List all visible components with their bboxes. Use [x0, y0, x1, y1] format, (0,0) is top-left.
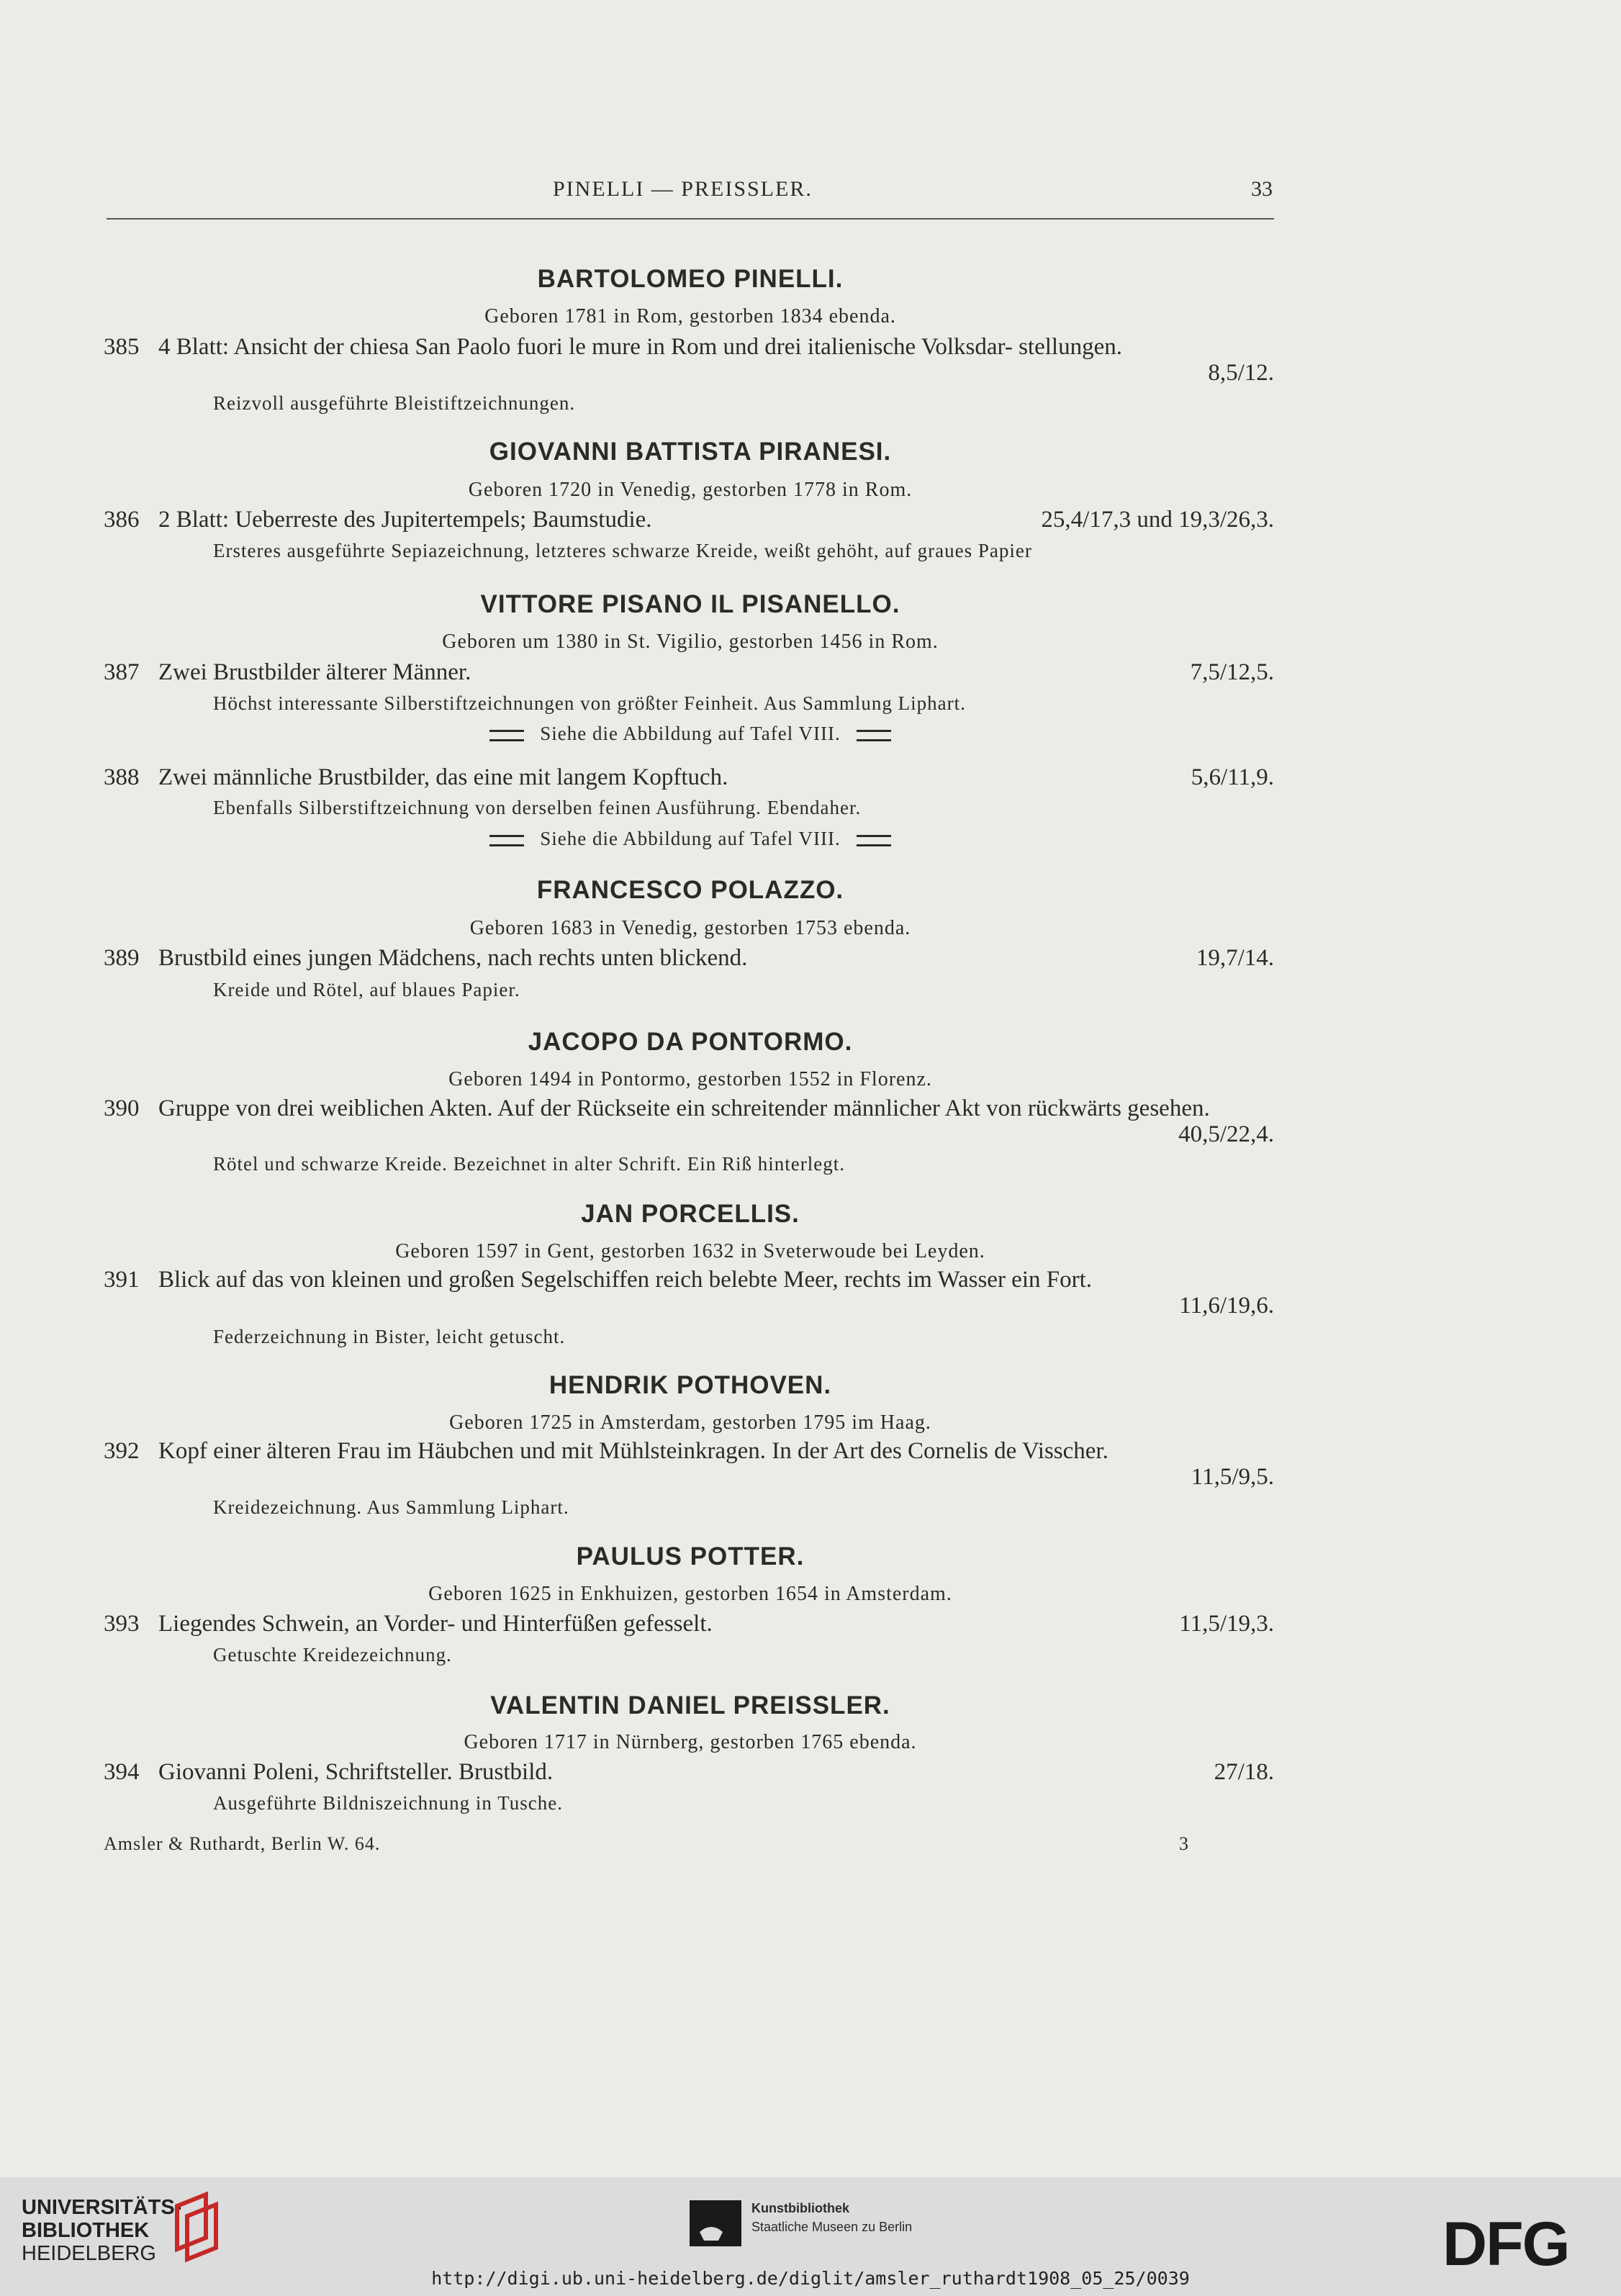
artist-name: BARTOLOMEO PINELLI. — [537, 265, 844, 293]
lot-number: 393 — [104, 1611, 140, 1637]
lot-number: 387 — [104, 659, 140, 685]
lot-note: Kreide und Rötel, auf blaues Papier. — [213, 979, 520, 1000]
dfg-logo[interactable]: DFG — [1442, 2210, 1569, 2279]
kunstbibliothek-text — [751, 2199, 912, 2236]
artist-dates: Geboren 1717 in Nürnberg, gestorben 1765 ebenda. — [464, 1731, 917, 1753]
running-header — [0, 177, 1621, 206]
artist-name: HENDRIK POTHOVEN. — [548, 1371, 832, 1399]
lot-note: Reizvoll ausgeführte Bleistiftzeichnungen. — [213, 392, 576, 414]
lot-description: Liegendes Schwein, an Vorder- und Hinterfüßen gefesselt. — [158, 1611, 713, 1637]
running-title: PINELLI — PREISSLER. — [553, 177, 813, 201]
ub-name-line2: BIBLIOTHEK — [22, 2219, 150, 2242]
lot-measure: 27/18. — [1214, 1759, 1274, 1785]
permalink-url[interactable]: http://digi.ub.uni-heidelberg.de/diglit/amsler_ruthardt1908_05_25/0039 — [431, 2268, 1190, 2289]
artist-dates: Geboren 1720 in Venedig, gestorben 1778 in Rom. — [468, 479, 913, 501]
double-rule-icon — [489, 730, 524, 741]
lot-number: 392 — [104, 1438, 140, 1464]
page-number: 33 — [1251, 177, 1273, 201]
plate-reference — [107, 828, 1274, 850]
plate-reference-text: Siehe die Abbildung auf Tafel VIII. — [540, 723, 841, 744]
lot-note: Getuschte Kreidezeichnung. — [213, 1644, 452, 1665]
artist-name: VITTORE PISANO IL PISANELLO. — [480, 590, 900, 618]
ub-heidelberg-icon — [163, 2192, 227, 2264]
lot-measure: 11,5/9,5. — [1191, 1464, 1274, 1490]
artist-name: FRANCESCO POLAZZO. — [536, 876, 844, 904]
plate-reference — [107, 723, 1274, 745]
lot-measure: 11,5/19,3. — [1179, 1611, 1274, 1637]
lot-number: 385 — [104, 334, 140, 360]
artist-name: VALENTIN DANIEL PREISSLER. — [490, 1691, 890, 1719]
lot-note: Rötel und schwarze Kreide. Bezeichnet in alter Schrift. Ein Riß hinterlegt. — [213, 1153, 845, 1175]
publisher-imprint: Amsler & Ruthardt, Berlin W. 64. — [104, 1833, 381, 1854]
lot-measure: 40,5/22,4. — [1178, 1121, 1274, 1147]
lot-number: 390 — [104, 1095, 140, 1121]
lot-number: 389 — [104, 945, 140, 971]
ub-name-line1: UNIVERSITÄTS- — [22, 2196, 182, 2219]
lot-description: Zwei männliche Brustbilder, das eine mit langem Kopftuch. — [158, 764, 728, 790]
lot-description: Zwei Brustbilder älterer Männer. — [158, 659, 471, 685]
lot-note: Ersteres ausgeführte Sepiazeichnung, letzteres schwarze Kreide, weißt gehöht, auf graues Papier — [213, 540, 1032, 561]
artist-dates: Geboren 1725 in Amsterdam, gestorben 1795 im Haag. — [449, 1411, 931, 1434]
lot-description: Gruppe von drei weiblichen Akten. Auf der Rückseite ein schreitender männlicher Akt von rückwärts gesehen. — [158, 1095, 1210, 1121]
ub-name-line3: HEIDELBERG — [22, 2242, 156, 2265]
lot-note: Kreidezeichnung. Aus Sammlung Liphart. — [213, 1496, 569, 1518]
lot-description: Brustbild eines jungen Mädchens, nach rechts unten blickend. — [158, 945, 748, 971]
lot-note: Höchst interessante Silberstiftzeichnungen von größter Feinheit. Aus Sammlung Liphart. — [213, 692, 966, 714]
lot-number: 388 — [104, 764, 140, 790]
lot-measure: 11,6/19,6. — [1179, 1293, 1274, 1319]
lot-number: 394 — [104, 1759, 140, 1785]
lot-note: Ebenfalls Silberstiftzeichnung von derselben feinen Ausführung. Ebendaher. — [213, 797, 862, 818]
lot-measure: 7,5/12,5. — [1190, 659, 1274, 685]
lot-description: Blick auf das von kleinen und großen Segelschiffen reich belebte Meer, rechts im Wasser ein Fort. — [158, 1267, 1093, 1293]
lot-number: 391 — [104, 1267, 140, 1293]
lot-note: Ausgeführte Bildniszeichnung in Tusche. — [213, 1792, 563, 1814]
lot-measure: 5,6/11,9. — [1191, 764, 1274, 790]
lot-measure: 25,4/17,3 und 19,3/26,3. — [1041, 507, 1274, 533]
lot-measure: 8,5/12. — [1208, 360, 1274, 386]
artist-name: JAN PORCELLIS. — [581, 1200, 800, 1228]
artist-dates: Geboren 1781 in Rom, gestorben 1834 ebenda. — [484, 305, 896, 327]
lot-description: Giovanni Poleni, Schriftsteller. Brustbild. — [158, 1759, 554, 1785]
artist-name: GIOVANNI BATTISTA PIRANESI. — [489, 438, 892, 466]
double-rule-icon — [857, 730, 891, 741]
lot-number: 386 — [104, 507, 140, 533]
kb-subname: Staatliche Museen zu Berlin — [751, 2220, 913, 2234]
artist-name: JACOPO DA PONTORMO. — [528, 1028, 853, 1056]
double-rule-icon — [857, 835, 891, 846]
lot-description: 4 Blatt: Ansicht der chiesa San Paolo fuori le mure in Rom und drei italienische Volksdar- stellungen. — [158, 334, 1122, 360]
artist-dates: Geboren 1683 in Venedig, gestorben 1753 ebenda. — [469, 917, 911, 939]
lot-description: Kopf einer älteren Frau im Häubchen und mit Mühlsteinkragen. In der Art des Cornelis de Visscher. — [158, 1438, 1108, 1464]
double-rule-icon — [489, 835, 524, 846]
artist-dates: Geboren 1597 in Gent, gestorben 1632 in Sveterwoude bei Leyden. — [395, 1240, 985, 1262]
artist-dates: Geboren 1625 in Enkhuizen, gestorben 1654 in Amsterdam. — [428, 1583, 952, 1605]
artist-dates: Geboren um 1380 in St. Vigilio, gestorben 1456 in Rom. — [442, 631, 939, 653]
digitization-footer-bar — [0, 2177, 1621, 2296]
plate-reference-text: Siehe die Abbildung auf Tafel VIII. — [540, 828, 841, 849]
artist-name: PAULUS POTTER. — [576, 1542, 805, 1570]
kb-name: Kunstbibliothek — [751, 2201, 849, 2215]
lot-measure: 19,7/14. — [1196, 945, 1274, 971]
artist-dates: Geboren 1494 in Pontormo, gestorben 1552 in Florenz. — [448, 1068, 932, 1090]
ub-heidelberg-logo-text[interactable] — [22, 2196, 181, 2265]
kunstbibliothek-icon[interactable] — [690, 2200, 741, 2246]
signature-mark: 3 — [1179, 1833, 1188, 1854]
lot-description: 2 Blatt: Ueberreste des Jupitertempels; Baumstudie. — [158, 507, 652, 533]
header-rule — [107, 218, 1274, 220]
lot-note: Federzeichnung in Bister, leicht getuscht. — [213, 1326, 566, 1347]
